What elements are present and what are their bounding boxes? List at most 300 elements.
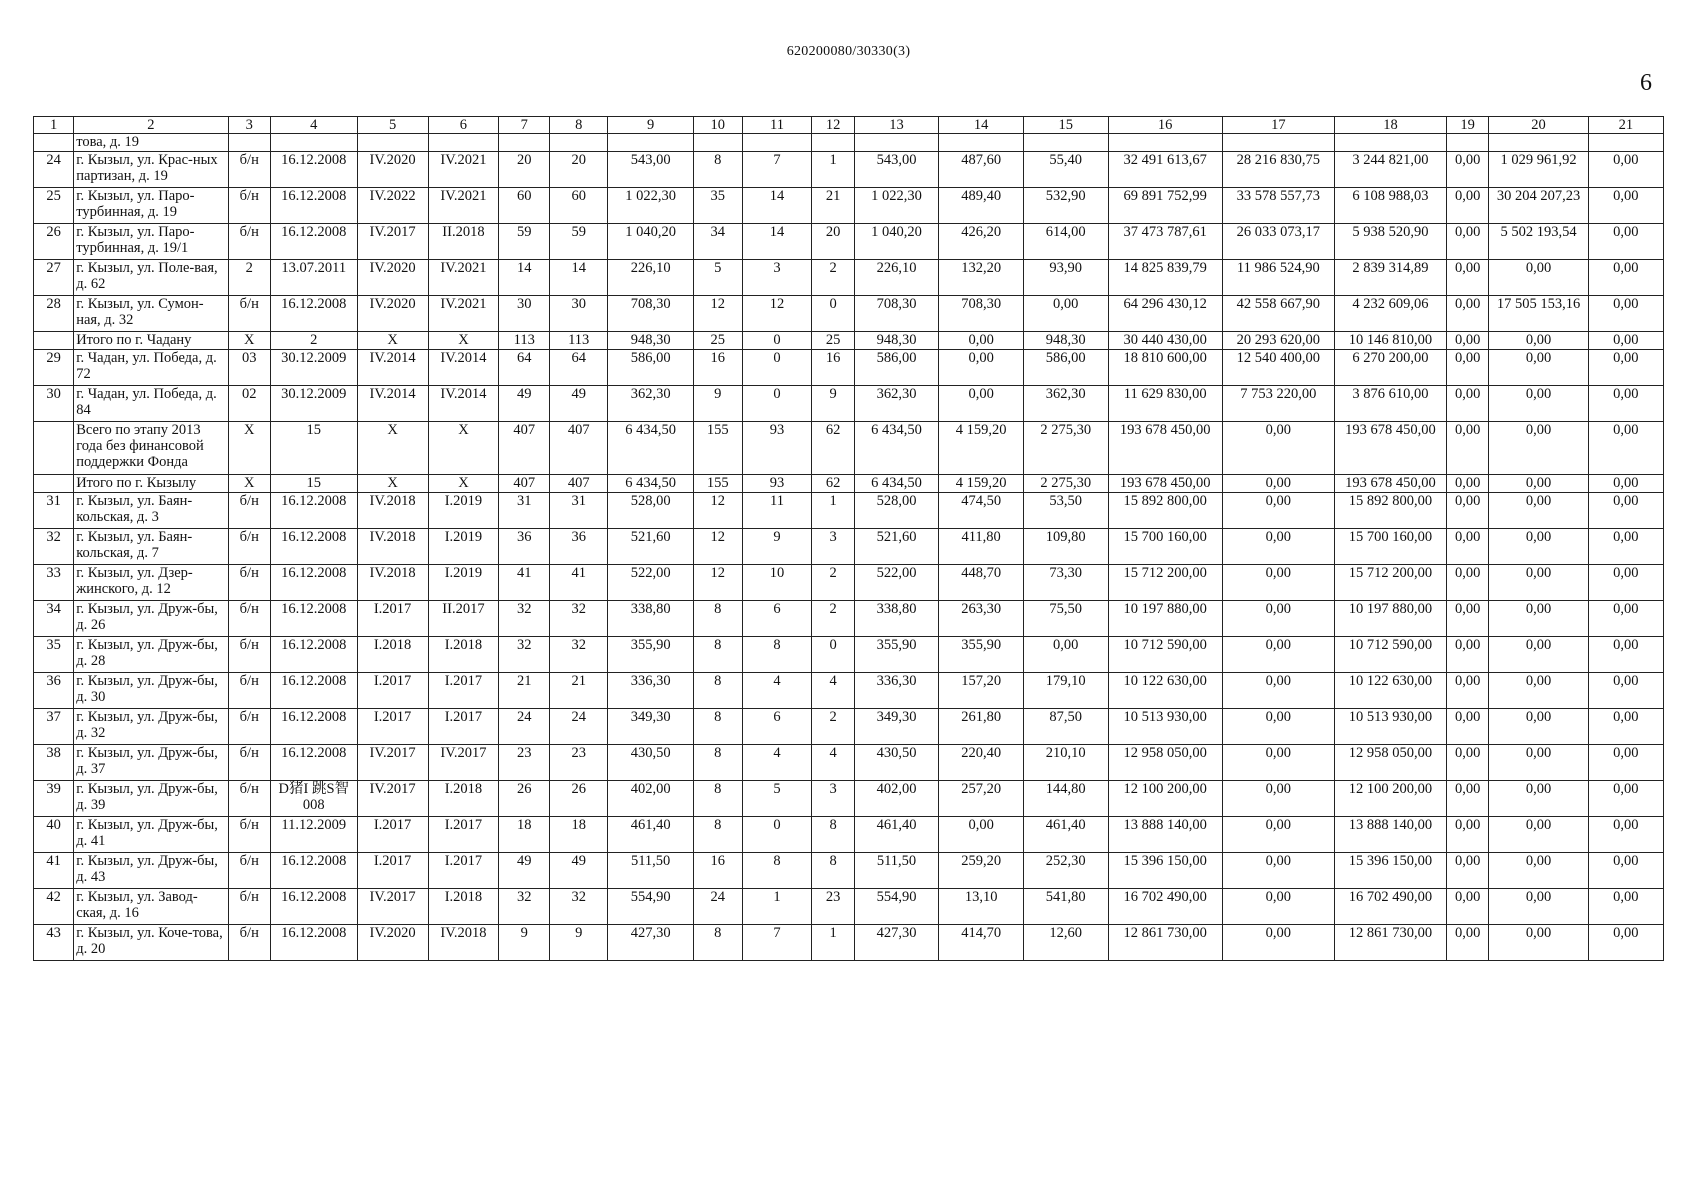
table-cell: 144,80 bbox=[1023, 781, 1108, 817]
table-cell: 402,00 bbox=[608, 781, 694, 817]
table-cell: 586,00 bbox=[854, 350, 939, 386]
table-cell: 32 bbox=[34, 529, 74, 565]
table-cell: 0,00 bbox=[1222, 889, 1334, 925]
table-cell: 12 861 730,00 bbox=[1108, 925, 1222, 961]
table-cell: 34 bbox=[693, 224, 742, 260]
table-cell bbox=[34, 332, 74, 350]
table-cell: 6 270 200,00 bbox=[1334, 350, 1446, 386]
table-cell: 522,00 bbox=[608, 565, 694, 601]
table-row bbox=[34, 925, 1664, 961]
column-number-row bbox=[34, 117, 1664, 134]
address-cell: г. Кызыл, ул. Друж-бы, д. 39 bbox=[74, 781, 228, 817]
table-cell: 6 434,50 bbox=[854, 422, 939, 475]
table-cell: 0,00 bbox=[1588, 260, 1663, 296]
table-cell: 614,00 bbox=[1023, 224, 1108, 260]
table-cell: 31 bbox=[499, 493, 550, 529]
table-cell: 2 275,30 bbox=[1023, 475, 1108, 493]
table-cell: б/н bbox=[228, 673, 270, 709]
table-row bbox=[34, 709, 1664, 745]
table-cell: 528,00 bbox=[608, 493, 694, 529]
table-cell: 11.12.2009 bbox=[270, 817, 357, 853]
table-cell: IV.2021 bbox=[428, 296, 499, 332]
table-cell: 16 702 490,00 bbox=[1334, 889, 1446, 925]
address-cell: г. Кызыл, ул. Завод-ская, д. 16 bbox=[74, 889, 228, 925]
table-cell: 0,00 bbox=[1588, 925, 1663, 961]
table-cell: 554,90 bbox=[854, 889, 939, 925]
table-cell: 15 396 150,00 bbox=[1334, 853, 1446, 889]
table-cell: 30.12.2009 bbox=[270, 350, 357, 386]
table-cell: 0,00 bbox=[1447, 673, 1489, 709]
table-cell: б/н bbox=[228, 925, 270, 961]
column-number-header: 16 bbox=[1108, 117, 1222, 134]
table-cell: 0,00 bbox=[1588, 332, 1663, 350]
table-cell: 362,30 bbox=[1023, 386, 1108, 422]
table-row bbox=[34, 637, 1664, 673]
table-cell: 0,00 bbox=[1489, 493, 1588, 529]
column-number-header: 9 bbox=[608, 117, 694, 134]
table-cell bbox=[693, 134, 742, 152]
table-cell: 252,30 bbox=[1023, 853, 1108, 889]
table-row bbox=[34, 350, 1664, 386]
table-cell: 30 204 207,23 bbox=[1489, 188, 1588, 224]
table-cell: I.2019 bbox=[428, 493, 499, 529]
address-cell: г. Кызыл, ул. Друж-бы, д. 30 bbox=[74, 673, 228, 709]
table-cell: 16.12.2008 bbox=[270, 188, 357, 224]
table-cell: 0,00 bbox=[1588, 224, 1663, 260]
table-cell: 461,40 bbox=[854, 817, 939, 853]
table-cell: 0,00 bbox=[1222, 817, 1334, 853]
table-cell bbox=[1108, 134, 1222, 152]
table-cell: 0,00 bbox=[1447, 817, 1489, 853]
table-cell: 0,00 bbox=[1447, 529, 1489, 565]
table-cell: 487,60 bbox=[939, 152, 1024, 188]
table-cell: 7 753 220,00 bbox=[1222, 386, 1334, 422]
table-cell: 28 bbox=[34, 296, 74, 332]
table-row bbox=[34, 817, 1664, 853]
table-cell: 41 bbox=[550, 565, 608, 601]
table-cell: 402,00 bbox=[854, 781, 939, 817]
table-cell: IV.2021 bbox=[428, 188, 499, 224]
address-cell: Всего по этапу 2013 года без финансовой поддержки Фонда bbox=[74, 422, 228, 475]
table-cell: 0,00 bbox=[939, 386, 1024, 422]
table-cell: 12 540 400,00 bbox=[1222, 350, 1334, 386]
table-cell: D猪I 跳S智 008 bbox=[270, 781, 357, 817]
page-number: 6 bbox=[1640, 70, 1652, 96]
table-cell: 29 bbox=[34, 350, 74, 386]
table-cell: 12 958 050,00 bbox=[1108, 745, 1222, 781]
table-cell: 193 678 450,00 bbox=[1108, 422, 1222, 475]
table-cell: X bbox=[357, 475, 428, 493]
table-cell: 9 bbox=[499, 925, 550, 961]
table-cell: 0,00 bbox=[1447, 224, 1489, 260]
table-cell: 16 bbox=[693, 350, 742, 386]
table-cell: 31 bbox=[34, 493, 74, 529]
table-cell: 448,70 bbox=[939, 565, 1024, 601]
table-cell: 12 100 200,00 bbox=[1108, 781, 1222, 817]
table-cell: 0,00 bbox=[1447, 188, 1489, 224]
table-cell: 28 216 830,75 bbox=[1222, 152, 1334, 188]
table-cell: 6 bbox=[742, 601, 812, 637]
table-cell bbox=[1334, 134, 1446, 152]
table-cell: 0,00 bbox=[1222, 422, 1334, 475]
table-cell: 586,00 bbox=[608, 350, 694, 386]
table-cell: 0,00 bbox=[1447, 565, 1489, 601]
table-cell: 26 bbox=[550, 781, 608, 817]
table-cell: 430,50 bbox=[854, 745, 939, 781]
table-cell: 12 861 730,00 bbox=[1334, 925, 1446, 961]
table-row bbox=[34, 529, 1664, 565]
table-cell: 0,00 bbox=[1447, 260, 1489, 296]
address-cell: г. Кызыл, ул. Паро-турбинная, д. 19 bbox=[74, 188, 228, 224]
table-cell: 0,00 bbox=[1588, 529, 1663, 565]
table-cell: 64 bbox=[550, 350, 608, 386]
table-cell: 8 bbox=[693, 637, 742, 673]
table-cell: 42 558 667,90 bbox=[1222, 296, 1334, 332]
table-cell: IV.2014 bbox=[428, 386, 499, 422]
table-cell: 16.12.2008 bbox=[270, 493, 357, 529]
table-cell: 14 bbox=[742, 224, 812, 260]
table-cell: б/н bbox=[228, 853, 270, 889]
table-cell: I.2018 bbox=[428, 781, 499, 817]
table-cell: IV.2018 bbox=[357, 529, 428, 565]
table-cell: 1 bbox=[812, 925, 854, 961]
table-cell: 12 bbox=[693, 565, 742, 601]
table-cell: 23 bbox=[499, 745, 550, 781]
table-cell: 4 bbox=[742, 745, 812, 781]
table-cell: 489,40 bbox=[939, 188, 1024, 224]
table-cell: 0,00 bbox=[1447, 332, 1489, 350]
table-cell: 0,00 bbox=[1222, 925, 1334, 961]
table-cell: IV.2018 bbox=[428, 925, 499, 961]
table-row bbox=[34, 296, 1664, 332]
table-cell: 25 bbox=[812, 332, 854, 350]
table-cell: IV.2020 bbox=[357, 260, 428, 296]
table-cell: 15 700 160,00 bbox=[1334, 529, 1446, 565]
table-cell: 18 bbox=[550, 817, 608, 853]
table-cell: 0,00 bbox=[1588, 350, 1663, 386]
table-cell: 4 bbox=[742, 673, 812, 709]
table-cell: 0 bbox=[742, 350, 812, 386]
table-cell: 109,80 bbox=[1023, 529, 1108, 565]
table-cell: 0,00 bbox=[1023, 637, 1108, 673]
table-cell: 0,00 bbox=[1447, 296, 1489, 332]
table-cell: I.2017 bbox=[357, 817, 428, 853]
table-cell: 12 bbox=[693, 493, 742, 529]
table-cell: 0,00 bbox=[1447, 386, 1489, 422]
table-cell: 0,00 bbox=[1447, 925, 1489, 961]
table-cell: 16.12.2008 bbox=[270, 673, 357, 709]
column-number-header: 8 bbox=[550, 117, 608, 134]
table-row bbox=[34, 601, 1664, 637]
column-number-header: 17 bbox=[1222, 117, 1334, 134]
table-cell: б/н bbox=[228, 224, 270, 260]
table-cell: 15 712 200,00 bbox=[1108, 565, 1222, 601]
table-cell: 528,00 bbox=[854, 493, 939, 529]
table-cell: I.2017 bbox=[428, 853, 499, 889]
table-cell: 0,00 bbox=[1222, 709, 1334, 745]
table-cell: 49 bbox=[550, 386, 608, 422]
table-cell: 0,00 bbox=[1222, 781, 1334, 817]
address-cell: г. Чадан, ул. Победа, д. 84 bbox=[74, 386, 228, 422]
table-row bbox=[34, 565, 1664, 601]
table-cell: 10 146 810,00 bbox=[1334, 332, 1446, 350]
column-number-header: 3 bbox=[228, 117, 270, 134]
table-cell: 12 958 050,00 bbox=[1334, 745, 1446, 781]
table-cell: 132,20 bbox=[939, 260, 1024, 296]
table-cell: IV.2018 bbox=[357, 565, 428, 601]
table-row bbox=[34, 853, 1664, 889]
table-cell: 0,00 bbox=[939, 817, 1024, 853]
table-cell: 11 986 524,90 bbox=[1222, 260, 1334, 296]
table-cell: 0,00 bbox=[1447, 889, 1489, 925]
address-cell: г. Кызыл, ул. Паро-турбинная, д. 19/1 bbox=[74, 224, 228, 260]
table-cell: 14 bbox=[499, 260, 550, 296]
table-cell: 13.07.2011 bbox=[270, 260, 357, 296]
table-cell: 0,00 bbox=[1222, 745, 1334, 781]
table-cell: 10 513 930,00 bbox=[1108, 709, 1222, 745]
table-cell: 10 712 590,00 bbox=[1108, 637, 1222, 673]
table-cell: 8 bbox=[693, 152, 742, 188]
table-cell: 0,00 bbox=[1447, 709, 1489, 745]
table-cell: 0,00 bbox=[1447, 745, 1489, 781]
table-cell: 0,00 bbox=[1489, 853, 1588, 889]
table-cell: 49 bbox=[550, 853, 608, 889]
table-cell bbox=[812, 134, 854, 152]
table-cell: 38 bbox=[34, 745, 74, 781]
table-cell: 10 122 630,00 bbox=[1108, 673, 1222, 709]
table-cell: 0,00 bbox=[1447, 781, 1489, 817]
column-number-header: 21 bbox=[1588, 117, 1663, 134]
table-cell bbox=[499, 134, 550, 152]
table-cell: I.2018 bbox=[357, 637, 428, 673]
table-cell: 14 bbox=[550, 260, 608, 296]
table-cell: 0,00 bbox=[1588, 493, 1663, 529]
table-cell: 62 bbox=[812, 475, 854, 493]
table-cell: 0,00 bbox=[1489, 475, 1588, 493]
table-cell: 411,80 bbox=[939, 529, 1024, 565]
table-cell: 10 122 630,00 bbox=[1334, 673, 1446, 709]
table-cell: 355,90 bbox=[854, 637, 939, 673]
table-cell: 1 022,30 bbox=[608, 188, 694, 224]
table-cell: 10 bbox=[742, 565, 812, 601]
table-cell: 226,10 bbox=[854, 260, 939, 296]
table-cell: 03 bbox=[228, 350, 270, 386]
table-cell: 155 bbox=[693, 422, 742, 475]
table-cell: 362,30 bbox=[854, 386, 939, 422]
table-cell: 0 bbox=[812, 637, 854, 673]
table-cell: 1 bbox=[742, 889, 812, 925]
table-cell: 113 bbox=[550, 332, 608, 350]
table-cell bbox=[1588, 134, 1663, 152]
table-cell: 16.12.2008 bbox=[270, 152, 357, 188]
table-cell: II.2018 bbox=[428, 224, 499, 260]
table-cell: 39 bbox=[34, 781, 74, 817]
table-cell bbox=[1222, 134, 1334, 152]
table-cell: I.2018 bbox=[428, 637, 499, 673]
table-row bbox=[34, 386, 1664, 422]
column-number-header: 11 bbox=[742, 117, 812, 134]
table-cell: 15 bbox=[270, 475, 357, 493]
table-cell: 586,00 bbox=[1023, 350, 1108, 386]
table-cell: X bbox=[228, 422, 270, 475]
table-cell: 3 bbox=[812, 781, 854, 817]
address-cell: г. Кызыл, ул. Баян-кольская, д. 3 bbox=[74, 493, 228, 529]
table-cell: 12 100 200,00 bbox=[1334, 781, 1446, 817]
address-cell: това, д. 19 bbox=[74, 134, 228, 152]
table-cell: IV.2021 bbox=[428, 260, 499, 296]
table-cell: I.2017 bbox=[357, 601, 428, 637]
table-cell: 10 513 930,00 bbox=[1334, 709, 1446, 745]
table-cell: 532,90 bbox=[1023, 188, 1108, 224]
table-cell: 21 bbox=[499, 673, 550, 709]
table-cell: 42 bbox=[34, 889, 74, 925]
table-cell: 543,00 bbox=[608, 152, 694, 188]
table-row bbox=[34, 673, 1664, 709]
table-cell: 10 197 880,00 bbox=[1108, 601, 1222, 637]
table-cell: IV.2014 bbox=[357, 386, 428, 422]
column-number-header: 5 bbox=[357, 117, 428, 134]
table-cell: 193 678 450,00 bbox=[1334, 475, 1446, 493]
table-cell: I.2017 bbox=[428, 673, 499, 709]
table-cell: 6 434,50 bbox=[854, 475, 939, 493]
table-cell bbox=[34, 134, 74, 152]
table-cell: б/н bbox=[228, 889, 270, 925]
table-cell: 0,00 bbox=[1447, 475, 1489, 493]
table-cell: 362,30 bbox=[608, 386, 694, 422]
table-cell: 35 bbox=[34, 637, 74, 673]
table-cell: II.2017 bbox=[428, 601, 499, 637]
table-cell: 36 bbox=[34, 673, 74, 709]
table-cell: IV.2017 bbox=[428, 745, 499, 781]
table-cell: 32 bbox=[499, 637, 550, 673]
table-cell: IV.2014 bbox=[428, 350, 499, 386]
table-cell: I.2019 bbox=[428, 529, 499, 565]
table-cell: 16 bbox=[812, 350, 854, 386]
table-cell bbox=[854, 134, 939, 152]
table-cell: 69 891 752,99 bbox=[1108, 188, 1222, 224]
table-cell: 0,00 bbox=[1447, 493, 1489, 529]
table-cell: IV.2021 bbox=[428, 152, 499, 188]
table-cell: 407 bbox=[550, 422, 608, 475]
table-cell: 43 bbox=[34, 925, 74, 961]
address-cell: Итого по г. Чадану bbox=[74, 332, 228, 350]
table-cell: 24 bbox=[34, 152, 74, 188]
table-row bbox=[34, 493, 1664, 529]
table-cell: б/н bbox=[228, 296, 270, 332]
table-cell: 0,00 bbox=[1588, 781, 1663, 817]
table-cell: I.2017 bbox=[428, 817, 499, 853]
table-row bbox=[34, 422, 1664, 475]
table-cell: 0,00 bbox=[1588, 889, 1663, 925]
address-cell: г. Кызыл, ул. Друж-бы, д. 32 bbox=[74, 709, 228, 745]
table-cell: 2 bbox=[228, 260, 270, 296]
table-row bbox=[34, 188, 1664, 224]
table-cell: 407 bbox=[550, 475, 608, 493]
table-cell: 5 bbox=[693, 260, 742, 296]
table-cell: 55,40 bbox=[1023, 152, 1108, 188]
table-cell: 11 629 830,00 bbox=[1108, 386, 1222, 422]
table-cell: б/н bbox=[228, 493, 270, 529]
table-cell: 18 810 600,00 bbox=[1108, 350, 1222, 386]
table-cell: 0,00 bbox=[1222, 475, 1334, 493]
table-cell: 0,00 bbox=[1489, 260, 1588, 296]
table-cell: 0,00 bbox=[1447, 350, 1489, 386]
table-cell: 17 505 153,16 bbox=[1489, 296, 1588, 332]
table-cell: 0,00 bbox=[1023, 296, 1108, 332]
table-cell: 948,30 bbox=[1023, 332, 1108, 350]
table-cell: 427,30 bbox=[608, 925, 694, 961]
address-cell: г. Кызыл, ул. Друж-бы, д. 37 bbox=[74, 745, 228, 781]
table-cell: 16.12.2008 bbox=[270, 637, 357, 673]
table-cell: 93 bbox=[742, 475, 812, 493]
table-cell: 16.12.2008 bbox=[270, 709, 357, 745]
table-cell: 18 bbox=[499, 817, 550, 853]
table-cell: 8 bbox=[812, 853, 854, 889]
table-cell: 25 bbox=[34, 188, 74, 224]
table-cell: б/н bbox=[228, 529, 270, 565]
table-cell: 0,00 bbox=[1489, 637, 1588, 673]
table-cell: 1 bbox=[812, 152, 854, 188]
table-cell: 0,00 bbox=[1489, 422, 1588, 475]
table-cell: 0,00 bbox=[1588, 673, 1663, 709]
table-cell: 0,00 bbox=[1489, 529, 1588, 565]
table-cell: 20 bbox=[812, 224, 854, 260]
table-row bbox=[34, 781, 1664, 817]
table-cell: 4 159,20 bbox=[939, 475, 1024, 493]
table-cell: 0,00 bbox=[939, 350, 1024, 386]
table-cell: 16.12.2008 bbox=[270, 224, 357, 260]
table-cell: 12 bbox=[693, 296, 742, 332]
table-cell: 93,90 bbox=[1023, 260, 1108, 296]
table-cell: 2 bbox=[812, 601, 854, 637]
table-cell: 02 bbox=[228, 386, 270, 422]
table-cell: 41 bbox=[34, 853, 74, 889]
table-cell: 0,00 bbox=[1588, 152, 1663, 188]
table-cell: 16.12.2008 bbox=[270, 925, 357, 961]
table-cell bbox=[550, 134, 608, 152]
table-cell: 10 712 590,00 bbox=[1334, 637, 1446, 673]
table-cell: 40 bbox=[34, 817, 74, 853]
table-cell: 30.12.2009 bbox=[270, 386, 357, 422]
table-cell: 20 bbox=[499, 152, 550, 188]
table-cell: 93 bbox=[742, 422, 812, 475]
table-cell: 12 bbox=[693, 529, 742, 565]
table-cell: 20 bbox=[550, 152, 608, 188]
table-cell: б/н bbox=[228, 152, 270, 188]
table-cell: 23 bbox=[550, 745, 608, 781]
column-number-header: 7 bbox=[499, 117, 550, 134]
table-row bbox=[34, 152, 1664, 188]
table-cell: 0,00 bbox=[1588, 422, 1663, 475]
table-cell: 75,50 bbox=[1023, 601, 1108, 637]
table-cell: 9 bbox=[742, 529, 812, 565]
table-cell: 0,00 bbox=[1447, 601, 1489, 637]
table-cell: 708,30 bbox=[939, 296, 1024, 332]
table-cell: 59 bbox=[499, 224, 550, 260]
table-cell: 0,00 bbox=[1222, 673, 1334, 709]
address-cell: г. Кызыл, ул. Друж-бы, д. 43 bbox=[74, 853, 228, 889]
table-cell: 21 bbox=[550, 673, 608, 709]
table-cell: 26 bbox=[499, 781, 550, 817]
table-cell: 349,30 bbox=[608, 709, 694, 745]
table-cell: 32 bbox=[499, 601, 550, 637]
address-cell: г. Кызыл, ул. Друж-бы, д. 41 bbox=[74, 817, 228, 853]
table-cell: 220,40 bbox=[939, 745, 1024, 781]
table-cell: 64 296 430,12 bbox=[1108, 296, 1222, 332]
table-cell: 9 bbox=[812, 386, 854, 422]
table-cell: 0,00 bbox=[1222, 637, 1334, 673]
table-cell: 33 578 557,73 bbox=[1222, 188, 1334, 224]
